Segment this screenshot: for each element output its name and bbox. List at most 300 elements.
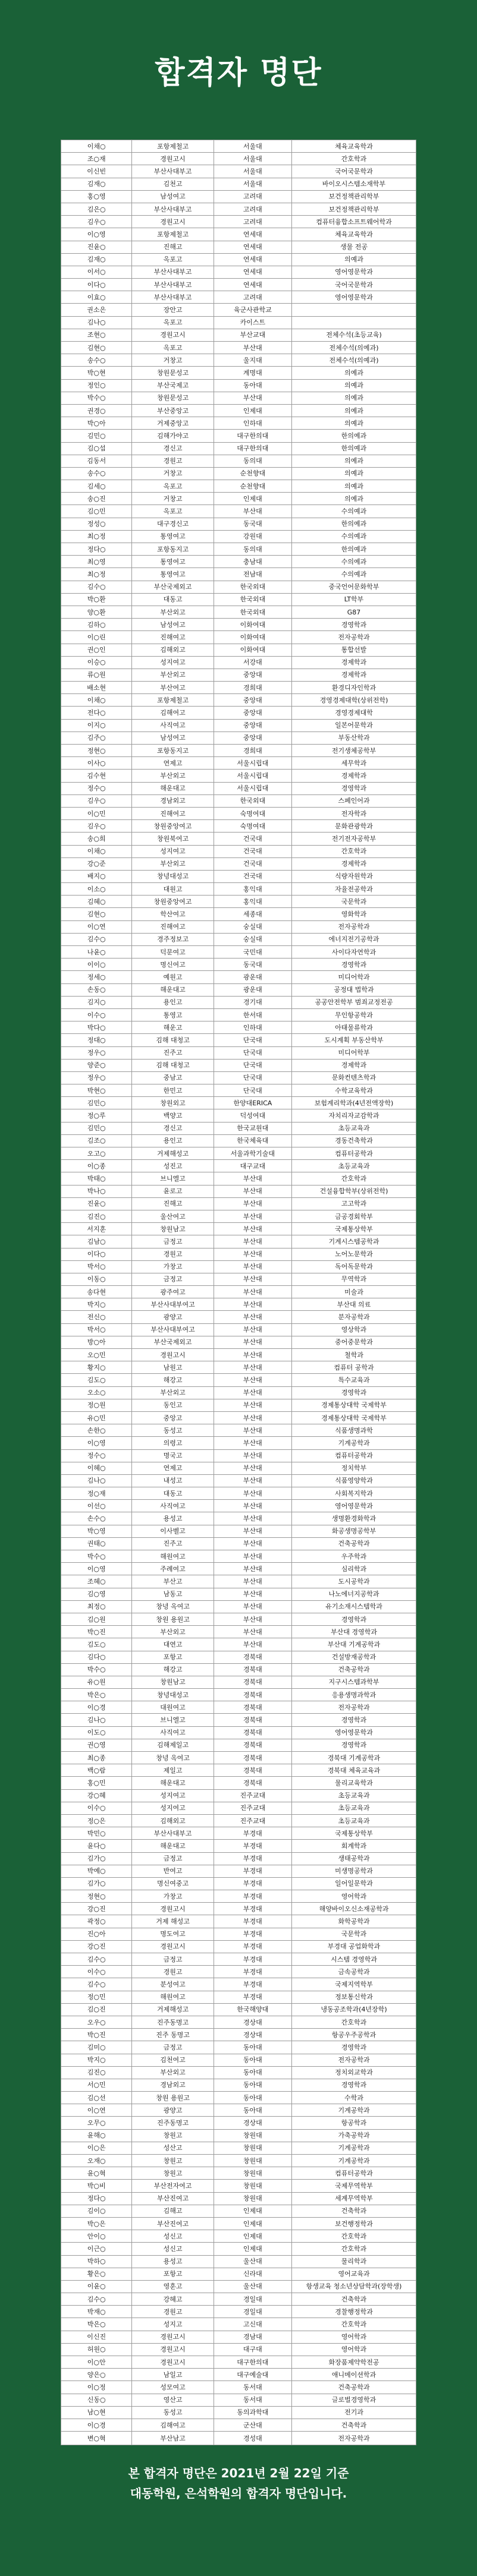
- high-school-cell: 창원남고: [132, 1676, 214, 1688]
- high-school-cell: 강혜고: [132, 2293, 214, 2306]
- table-row: [61, 1386, 416, 1399]
- student-name-cell: 조현○: [61, 329, 132, 341]
- high-school-cell: 이사벨고: [132, 1525, 214, 1537]
- university-cell: 동아대: [214, 2092, 291, 2104]
- high-school-cell: 연제고: [132, 1462, 214, 1474]
- table-row: [61, 1349, 416, 1361]
- student-name-cell: 김수○: [61, 581, 132, 593]
- department-cell: 한의예과: [292, 430, 416, 442]
- university-cell: 부산대: [214, 1626, 291, 1638]
- table-row: [61, 2192, 416, 2205]
- student-name-cell: 양○환: [61, 606, 132, 618]
- high-school-cell: 부산고: [132, 1575, 214, 1588]
- student-name-cell: 류○원: [61, 669, 132, 681]
- university-cell: 세종대: [214, 908, 291, 920]
- university-cell: 동의과학대: [214, 2406, 291, 2419]
- table-row: [61, 870, 416, 882]
- university-cell: 군산대: [214, 2419, 291, 2431]
- high-school-cell: 김해 대청고: [132, 1059, 214, 1071]
- student-name-cell: 김지○: [61, 996, 132, 1008]
- department-cell: 일어일문학과: [292, 1877, 416, 1890]
- high-school-cell: 창원문성고: [132, 392, 214, 404]
- university-cell: 충남대: [214, 556, 291, 568]
- department-cell: 노어노문학과: [292, 1248, 416, 1260]
- table-row: [61, 2243, 416, 2255]
- student-name-cell: 김도○: [61, 1374, 132, 1386]
- student-name-cell: 손동○: [61, 983, 132, 996]
- student-name-cell: 김우○: [61, 216, 132, 228]
- university-cell: 고려대: [214, 190, 291, 203]
- department-cell: 전자공학과: [292, 920, 416, 933]
- high-school-cell: 진주 동명고: [132, 2029, 214, 2041]
- student-name-cell: 이○연: [61, 920, 132, 933]
- table-row: [61, 2003, 416, 2016]
- high-school-cell: 옥포고: [132, 505, 214, 518]
- university-cell: 홍익대: [214, 883, 291, 896]
- department-cell: 전자공학과: [292, 2054, 416, 2066]
- university-cell: 부산대: [214, 1550, 291, 1563]
- department-cell: 경제학과: [292, 770, 416, 782]
- roster-table: [61, 140, 416, 2445]
- university-cell: 부경대: [214, 1978, 291, 1991]
- university-cell: 대구한의대: [214, 442, 291, 455]
- student-name-cell: 박○진: [61, 1626, 132, 1638]
- student-name-cell: 김주○: [61, 732, 132, 744]
- student-name-cell: 김동서: [61, 455, 132, 467]
- department-cell: 초등교육과: [292, 1814, 416, 1827]
- table-row: [61, 2343, 416, 2356]
- high-school-cell: 사직여고: [132, 719, 214, 732]
- table-row: [61, 1563, 416, 1575]
- table-row: [61, 2104, 416, 2117]
- department-cell: 초등교육과: [292, 1802, 416, 1814]
- student-name-cell: 홍○민: [61, 1777, 132, 1789]
- table-row: [61, 1336, 416, 1348]
- high-school-cell: 성모여고: [132, 2381, 214, 2394]
- table-row: [61, 1487, 416, 1500]
- university-cell: 부산대: [214, 1349, 291, 1361]
- department-cell: 수의예과: [292, 556, 416, 568]
- table-row: [61, 845, 416, 857]
- student-name-cell: 이수○: [61, 1966, 132, 1978]
- student-name-cell: 권경○: [61, 404, 132, 417]
- table-row: [61, 782, 416, 794]
- high-school-cell: 김천고: [132, 178, 214, 190]
- student-name-cell: 배지○: [61, 870, 132, 882]
- table-row: [61, 165, 416, 178]
- high-school-cell: 창녕대성고: [132, 1689, 214, 1701]
- university-cell: 인제대: [214, 493, 291, 505]
- student-name-cell: 윤다○: [61, 1840, 132, 1852]
- university-cell: 부산대: [214, 505, 291, 518]
- university-cell: 한국교원대: [214, 1122, 291, 1134]
- high-school-cell: 부산외고: [132, 1386, 214, 1399]
- high-school-cell: 중앙고: [132, 1411, 214, 1424]
- student-name-cell: 이사○: [61, 757, 132, 770]
- student-name-cell: 김수○: [61, 933, 132, 945]
- university-cell: 연세대: [214, 266, 291, 278]
- high-school-cell: 울산여고: [132, 1210, 214, 1222]
- student-name-cell: 박○비: [61, 2180, 132, 2192]
- high-school-cell: 해운대고: [132, 1840, 214, 1852]
- high-school-cell: 금정고: [132, 1235, 214, 1248]
- university-cell: 건국대: [214, 857, 291, 870]
- university-cell: 동아대: [214, 2104, 291, 2117]
- university-cell: 부경대: [214, 1890, 291, 1903]
- high-school-cell: 경신고: [132, 1122, 214, 1134]
- student-name-cell: 이○경: [61, 1701, 132, 1714]
- student-name-cell: 김민○: [61, 1097, 132, 1109]
- university-cell: 창원대: [214, 2167, 291, 2180]
- table-row: [61, 606, 416, 618]
- student-name-cell: 배소현: [61, 682, 132, 694]
- high-school-cell: 성지여고: [132, 656, 214, 669]
- student-name-cell: 이○영: [61, 228, 132, 241]
- page-title: 합격자 명단: [155, 55, 322, 91]
- table-row: [61, 2268, 416, 2280]
- department-cell: 건축학과: [292, 2419, 416, 2431]
- university-cell: 부산대: [214, 1286, 291, 1298]
- high-school-cell: 옥포고: [132, 480, 214, 493]
- high-school-cell: 창녕대성고: [132, 870, 214, 882]
- student-name-cell: 이○린: [61, 631, 132, 644]
- department-cell: 한의예과: [292, 543, 416, 556]
- table-row: [61, 1789, 416, 1802]
- high-school-cell: 부산여고: [132, 682, 214, 694]
- student-name-cell: 손수○: [61, 1512, 132, 1525]
- department-cell: 의예과: [292, 379, 416, 392]
- department-cell: 우주학과: [292, 1550, 416, 1563]
- department-cell: 건축학과: [292, 2293, 416, 2306]
- table-row: [61, 694, 416, 707]
- high-school-cell: 사직여고: [132, 1500, 214, 1512]
- university-cell: 경희대: [214, 682, 291, 694]
- high-school-cell: 성산고: [132, 2142, 214, 2154]
- student-name-cell: 김민○: [61, 430, 132, 442]
- high-school-cell: 성신고: [132, 2243, 214, 2255]
- university-cell: 부경대: [214, 1827, 291, 1840]
- university-cell: 연세대: [214, 253, 291, 266]
- table-row: [61, 1323, 416, 1336]
- student-name-cell: 정인○: [61, 379, 132, 392]
- high-school-cell: 부산국제외고: [132, 581, 214, 593]
- university-cell: 인하대: [214, 1021, 291, 1034]
- table-row: [61, 1588, 416, 1600]
- department-cell: 식량자원학과: [292, 870, 416, 882]
- table-row: [61, 518, 416, 530]
- university-cell: 부산대: [214, 1248, 291, 1260]
- student-name-cell: 진○아: [61, 1928, 132, 1940]
- university-cell: 울산대: [214, 2280, 291, 2293]
- student-name-cell: 김재○: [61, 178, 132, 190]
- high-school-cell: 해원여고: [132, 1550, 214, 1563]
- high-school-cell: 경원고시: [132, 2343, 214, 2356]
- high-school-cell: 해운대고: [132, 782, 214, 794]
- department-cell: 보험계리학과(4년전액장학): [292, 1097, 416, 1109]
- student-name-cell: 전다○: [61, 707, 132, 719]
- university-cell: 한국체육대: [214, 1134, 291, 1147]
- department-cell: 금속공학과: [292, 1966, 416, 1978]
- university-cell: 연세대: [214, 279, 291, 291]
- high-school-cell: 경원고시: [132, 216, 214, 228]
- department-cell: 기계공학과: [292, 1437, 416, 1449]
- table-row: [61, 581, 416, 593]
- university-cell: 서울대: [214, 140, 291, 153]
- department-cell: 분자공학과: [292, 1311, 416, 1323]
- department-cell: 부산대 기계공학과: [292, 1638, 416, 1651]
- university-cell: 동서대: [214, 2394, 291, 2406]
- department-cell: 경영학과: [292, 2079, 416, 2091]
- student-name-cell: 최○정: [61, 530, 132, 543]
- university-cell: 울산대: [214, 2255, 291, 2268]
- high-school-cell: 성진고: [132, 1160, 214, 1172]
- university-cell: 경상대: [214, 2117, 291, 2129]
- table-row: [61, 794, 416, 807]
- table-row: [61, 442, 416, 455]
- table-row: [61, 1966, 416, 1978]
- university-cell: 중앙대: [214, 707, 291, 719]
- table-row: [61, 807, 416, 819]
- table-row: [61, 430, 416, 442]
- student-name-cell: 박지○: [61, 1298, 132, 1311]
- table-row: [61, 379, 416, 392]
- table-row: [61, 1134, 416, 1147]
- student-name-cell: 김우○: [61, 820, 132, 833]
- table-row: [61, 1726, 416, 1739]
- high-school-cell: 포항제철고: [132, 228, 214, 241]
- university-cell: 인제대: [214, 2243, 291, 2255]
- high-school-cell: 명도여고: [132, 1928, 214, 1940]
- student-name-cell: 정○원: [61, 1399, 132, 1411]
- high-school-cell: 부산외고: [132, 857, 214, 870]
- high-school-cell: 거창고: [132, 467, 214, 480]
- department-cell: 경영학과: [292, 782, 416, 794]
- department-cell: 미디어학부: [292, 1046, 416, 1059]
- department-cell: 자율전공학과: [292, 883, 416, 896]
- department-cell: 체육교육학과: [292, 228, 416, 241]
- university-cell: 부경대: [214, 1903, 291, 1915]
- department-cell: G87: [292, 606, 416, 618]
- university-cell: 부산대: [214, 1298, 291, 1311]
- university-cell: 경기대: [214, 996, 291, 1008]
- table-row: [61, 619, 416, 631]
- student-name-cell: 양준○: [61, 1059, 132, 1071]
- table-row: [61, 1877, 416, 1890]
- high-school-cell: 남성여고: [132, 732, 214, 744]
- university-cell: 부산대: [214, 1323, 291, 1336]
- department-cell: 영어영문학과: [292, 1500, 416, 1512]
- table-row: [61, 2293, 416, 2306]
- table-row: [61, 2432, 416, 2445]
- university-cell: 대구대: [214, 2343, 291, 2356]
- table-row: [61, 593, 416, 606]
- department-cell: 수학교육학과: [292, 1084, 416, 1097]
- high-school-cell: 진해고: [132, 1197, 214, 1210]
- high-school-cell: 경주정보고: [132, 933, 214, 945]
- university-cell: 전남대: [214, 568, 291, 581]
- department-cell: 간호학과: [292, 2243, 416, 2255]
- table-row: [61, 631, 416, 644]
- department-cell: 경영경제대학(상위전학): [292, 694, 416, 707]
- student-name-cell: 김진○: [61, 1210, 132, 1222]
- student-name-cell: 강○진: [61, 1940, 132, 1953]
- student-name-cell: 김미○: [61, 2041, 132, 2054]
- table-row: [61, 1928, 416, 1940]
- high-school-cell: 성지여고: [132, 1802, 214, 1814]
- high-school-cell: 부산외고: [132, 2066, 214, 2079]
- student-name-cell: 김우○: [61, 794, 132, 807]
- high-school-cell: 통영여고: [132, 568, 214, 581]
- department-cell: 세계무역학부: [292, 2192, 416, 2205]
- department-cell: 의예과: [292, 493, 416, 505]
- student-name-cell: 정우○: [61, 1071, 132, 1084]
- university-cell: 창원대: [214, 2192, 291, 2205]
- university-cell: 고신대: [214, 2318, 291, 2331]
- department-cell: 영어교육과: [292, 2268, 416, 2280]
- table-row: [61, 1550, 416, 1563]
- department-cell: 의예과: [292, 253, 416, 266]
- university-cell: 부산대: [214, 1411, 291, 1424]
- university-cell: 한국외대: [214, 581, 291, 593]
- table-row: [61, 241, 416, 253]
- high-school-cell: 광양고: [132, 1311, 214, 1323]
- student-name-cell: 최정○: [61, 1600, 132, 1613]
- student-name-cell: 송수○: [61, 354, 132, 367]
- table-row: [61, 228, 416, 241]
- university-cell: 중앙대: [214, 719, 291, 732]
- university-cell: 경북대: [214, 1663, 291, 1676]
- student-name-cell: 곽정○: [61, 1915, 132, 1928]
- table-row: [61, 543, 416, 556]
- student-name-cell: 김하○: [61, 619, 132, 631]
- university-cell: 부산교대: [214, 329, 291, 341]
- high-school-cell: 동성고: [132, 2406, 214, 2419]
- student-name-cell: 진윤○: [61, 241, 132, 253]
- department-cell: 국문학과: [292, 896, 416, 908]
- department-cell: 일본어문학과: [292, 719, 416, 732]
- table-row: [61, 2155, 416, 2167]
- high-school-cell: 경원고시: [132, 2356, 214, 2369]
- department-cell: 의예과: [292, 455, 416, 467]
- university-cell: 부산대: [214, 1197, 291, 1210]
- high-school-cell: 통영고: [132, 1008, 214, 1021]
- high-school-cell: 포항동지고: [132, 745, 214, 757]
- table-row: [61, 140, 416, 153]
- table-row: [61, 367, 416, 379]
- university-cell: 부경대: [214, 1852, 291, 1865]
- table-row: [61, 2066, 416, 2079]
- table-row: [61, 996, 416, 1008]
- table-row: [61, 1021, 416, 1034]
- student-name-cell: 박○영: [61, 1525, 132, 1537]
- department-cell: 한의예과: [292, 518, 416, 530]
- department-cell: 도시공학과: [292, 1575, 416, 1588]
- university-cell: 창원대: [214, 2180, 291, 2192]
- department-cell: 의예과: [292, 392, 416, 404]
- high-school-cell: 창원외고: [132, 1097, 214, 1109]
- student-name-cell: 박수○: [61, 1550, 132, 1563]
- student-name-cell: 조○재: [61, 153, 132, 165]
- high-school-cell: 예원고: [132, 971, 214, 983]
- department-cell: 초등교육과: [292, 1122, 416, 1134]
- student-name-cell: 이윤○: [61, 2280, 132, 2293]
- table-row: [61, 857, 416, 870]
- department-cell: 보건행정학과: [292, 2217, 416, 2230]
- high-school-cell: 진주고: [132, 1046, 214, 1059]
- student-name-cell: 김○원: [61, 1613, 132, 1625]
- student-name-cell: 강○혜: [61, 1789, 132, 1802]
- table-row: [61, 896, 416, 908]
- high-school-cell: 창원 용원고: [132, 2092, 214, 2104]
- student-name-cell: 이채○: [61, 694, 132, 707]
- department-cell: 수학과: [292, 2092, 416, 2104]
- table-row: [61, 1474, 416, 1487]
- student-name-cell: 박태○: [61, 1172, 132, 1185]
- table-row: [61, 1676, 416, 1688]
- university-cell: 부산대: [214, 1260, 291, 1273]
- university-cell: 창원대: [214, 2129, 291, 2142]
- student-name-cell: 이○종: [61, 1160, 132, 1172]
- high-school-cell: 연제고: [132, 757, 214, 770]
- department-cell: 경찰행정학과: [292, 2306, 416, 2318]
- high-school-cell: 해운대고: [132, 1777, 214, 1789]
- table-row: [61, 2306, 416, 2318]
- table-row: [61, 417, 416, 430]
- high-school-cell: 옥포고: [132, 316, 214, 329]
- university-cell: 홍익대: [214, 896, 291, 908]
- student-name-cell: 이○연: [61, 2104, 132, 2117]
- high-school-cell: 창녕 옥여고: [132, 1752, 214, 1764]
- high-school-cell: 용인고: [132, 1134, 214, 1147]
- table-row: [61, 1537, 416, 1550]
- university-cell: 건국대: [214, 845, 291, 857]
- department-cell: 간호학과: [292, 2318, 416, 2331]
- high-school-cell: 내성고: [132, 1474, 214, 1487]
- table-row: [61, 2129, 416, 2142]
- university-cell: 연세대: [214, 241, 291, 253]
- student-name-cell: 이채○: [61, 140, 132, 153]
- university-cell: 부산대: [214, 342, 291, 354]
- high-school-cell: 부산외고: [132, 1626, 214, 1638]
- student-name-cell: 조혜○: [61, 1575, 132, 1588]
- high-school-cell: 대구경신고: [132, 518, 214, 530]
- student-name-cell: 최○종: [61, 1752, 132, 1764]
- university-cell: 경북대: [214, 1676, 291, 1688]
- high-school-cell: 해강고: [132, 1374, 214, 1386]
- department-cell: 에너지전기공학과: [292, 933, 416, 945]
- table-row: [61, 1084, 416, 1097]
- student-name-cell: 박예○: [61, 1865, 132, 1877]
- university-cell: 인제대: [214, 2217, 291, 2230]
- high-school-cell: 경원고시: [132, 329, 214, 341]
- table-row: [61, 1260, 416, 1273]
- student-name-cell: 정성○: [61, 518, 132, 530]
- table-row: [61, 958, 416, 971]
- table-row: [61, 656, 416, 669]
- university-cell: 부경대: [214, 1840, 291, 1852]
- department-cell: 간호학과: [292, 153, 416, 165]
- student-name-cell: 김○섭: [61, 442, 132, 455]
- student-name-cell: 진윤○: [61, 1197, 132, 1210]
- student-name-cell: 정다○: [61, 543, 132, 556]
- department-cell: 영어영문학과: [292, 291, 416, 304]
- table-row: [61, 203, 416, 215]
- university-cell: 부산대: [214, 1361, 291, 1374]
- table-row: [61, 1840, 416, 1852]
- high-school-cell: 부산국제고: [132, 379, 214, 392]
- table-row: [61, 2054, 416, 2066]
- university-cell: 경북대: [214, 1726, 291, 1739]
